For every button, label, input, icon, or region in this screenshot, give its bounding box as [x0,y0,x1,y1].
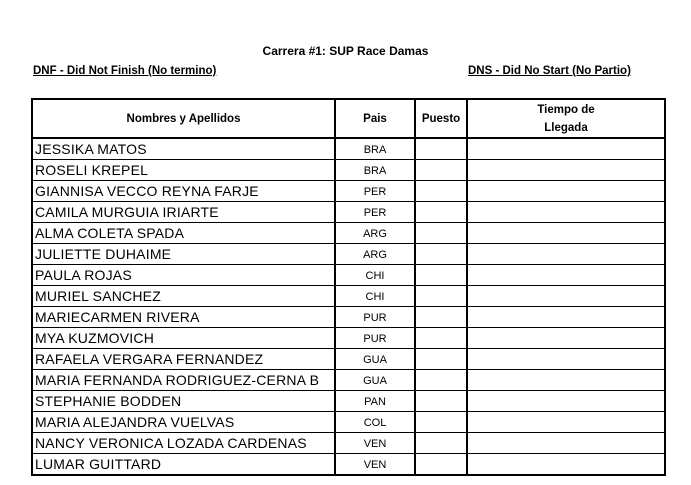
finish-time-cell[interactable] [467,370,665,391]
race-results-table [31,98,666,476]
position-cell[interactable] [415,202,467,223]
table-row [32,391,665,412]
participant-name-cell: JULIETTE DUHAIME [32,244,335,265]
country-cell: PAN [335,391,415,412]
country-cell: ARG [335,244,415,265]
finish-time-cell[interactable] [467,202,665,223]
column-header-pais: Pais [335,99,415,138]
participant-name-cell: RAFAELA VERGARA FERNANDEZ [32,349,335,370]
finish-time-cell[interactable] [467,412,665,433]
finish-time-cell[interactable] [467,181,665,202]
finish-time-cell[interactable] [467,244,665,265]
finish-time-cell[interactable] [467,265,665,286]
position-cell[interactable] [415,223,467,244]
column-header-tiempo-line2: Llegada [544,121,588,134]
country-cell: GUA [335,349,415,370]
table-row [32,454,665,476]
participant-name-cell: MARIA ALEJANDRA VUELVAS [32,412,335,433]
table-row [32,181,665,202]
country-cell: VEN [335,433,415,454]
position-cell[interactable] [415,181,467,202]
table-row [32,286,665,307]
finish-time-cell[interactable] [467,349,665,370]
participant-name-cell: MYA KUZMOVICH [32,328,335,349]
dnf-legend: DNF - Did Not Finish (No termino) [33,65,217,77]
page-title: Carrera #1: SUP Race Damas [262,44,429,58]
table-row [32,412,665,433]
finish-time-cell[interactable] [467,307,665,328]
position-cell[interactable] [415,349,467,370]
finish-time-cell[interactable] [467,433,665,454]
participant-name-cell: CAMILA MURGUIA IRIARTE [32,202,335,223]
finish-time-cell[interactable] [467,328,665,349]
table-row [32,202,665,223]
country-cell: CHI [335,286,415,307]
participant-name-cell: STEPHANIE BODDEN [32,391,335,412]
dns-legend: DNS - Did No Start (No Partio) [468,65,631,77]
finish-time-cell[interactable] [467,286,665,307]
participant-name-cell: PAULA ROJAS [32,265,335,286]
position-cell[interactable] [415,433,467,454]
participant-name-cell: ALMA COLETA SPADA [32,223,335,244]
position-cell[interactable] [415,138,467,160]
country-cell: CHI [335,265,415,286]
country-cell: PUR [335,307,415,328]
position-cell[interactable] [415,286,467,307]
position-cell[interactable] [415,244,467,265]
participant-name-cell: MARIA FERNANDA RODRIGUEZ-CERNA B [32,370,335,391]
position-cell[interactable] [415,265,467,286]
country-cell: COL [335,412,415,433]
finish-time-cell[interactable] [467,454,665,476]
position-cell[interactable] [415,454,467,476]
table-row [32,265,665,286]
country-cell: PER [335,181,415,202]
participant-name-cell: MARIECARMEN RIVERA [32,307,335,328]
country-cell: PER [335,202,415,223]
table-row [32,328,665,349]
participant-name-cell: ROSELI KREPEL [32,160,335,181]
participant-name-cell: MURIEL SANCHEZ [32,286,335,307]
country-cell: PUR [335,328,415,349]
country-cell: VEN [335,454,415,476]
table-row [32,349,665,370]
position-cell[interactable] [415,307,467,328]
column-header-tiempo-line1: Tiempo de [537,103,595,116]
finish-time-cell[interactable] [467,160,665,181]
table-row [32,307,665,328]
participant-name-cell: JESSIKA MATOS [32,138,335,160]
table-row [32,244,665,265]
position-cell[interactable] [415,391,467,412]
participant-name-cell: LUMAR GUITTARD [32,454,335,476]
column-header-puesto: Puesto [415,99,467,138]
column-header-tiempo [467,99,665,138]
table-row [32,433,665,454]
country-cell: BRA [335,138,415,160]
country-cell: GUA [335,370,415,391]
position-cell[interactable] [415,160,467,181]
position-cell[interactable] [415,328,467,349]
country-cell: ARG [335,223,415,244]
participant-name-cell: NANCY VERONICA LOZADA CARDENAS [32,433,335,454]
table-row [32,160,665,181]
finish-time-cell[interactable] [467,223,665,244]
finish-time-cell[interactable] [467,391,665,412]
table-body [32,138,665,475]
table-row [32,370,665,391]
country-cell: BRA [335,160,415,181]
table-header-row [32,99,665,138]
position-cell[interactable] [415,370,467,391]
table-row [32,223,665,244]
participant-name-cell: GIANNISA VECCO REYNA FARJE [32,181,335,202]
column-header-name: Nombres y Apellidos [32,99,335,138]
position-cell[interactable] [415,412,467,433]
finish-time-cell[interactable] [467,138,665,160]
table-row [32,138,665,160]
